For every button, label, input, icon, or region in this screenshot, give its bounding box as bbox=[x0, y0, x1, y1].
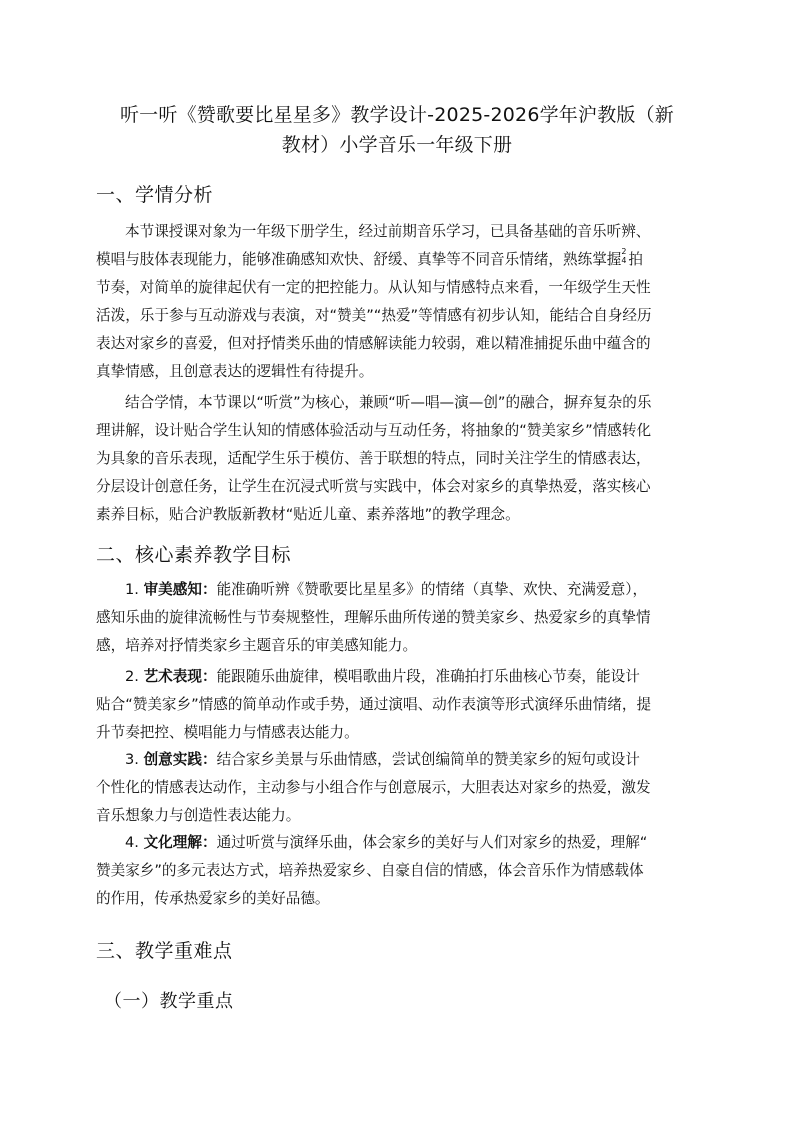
goal-number: 4. bbox=[125, 834, 139, 851]
goal-label: 文化理解： bbox=[143, 834, 217, 851]
goal-first-line bbox=[96, 829, 700, 857]
paragraph-line: 表达对家乡的喜爱，但对抒情类乐曲的情感解读能力较弱，难以精准捕捉乐曲中蕴含的 bbox=[96, 335, 651, 353]
goal-item-2 bbox=[96, 663, 700, 747]
goal-number: 2. bbox=[125, 668, 139, 685]
paragraph-learner-analysis-1 bbox=[96, 218, 700, 387]
goal-first-line bbox=[96, 746, 700, 774]
paragraph-line: 分层设计创意任务，让学生在沉浸式听赏与实践中，体会对家乡的真挚热爱，落实核心 bbox=[96, 478, 651, 496]
goal-line: 感知乐曲的旋律流畅性与节奏规整性，理解乐曲所传递的赞美家乡、热爱家乡的真挚情 bbox=[96, 609, 651, 627]
goal-line: 个性化的情感表达动作，主动参与小组合作与创意展示，大胆表达对家乡的热爱，激发 bbox=[96, 779, 651, 797]
meter-numerator: 2 bbox=[621, 247, 627, 257]
meter-fraction bbox=[621, 247, 628, 266]
goal-line: 感，培养对抒情类家乡主题音乐的审美感知能力。 bbox=[96, 637, 418, 655]
goal-item-3 bbox=[96, 746, 700, 830]
goal-first-line bbox=[96, 663, 700, 691]
subsection-heading-teaching-focus: （一）教学重点 bbox=[104, 991, 234, 1012]
goal-first-line bbox=[96, 576, 700, 604]
paragraph-line bbox=[96, 246, 700, 274]
goal-text: 通过听赏与演绎乐曲，体会家乡的美好与人们对家乡的热爱，理解“ bbox=[216, 834, 648, 851]
section-heading-learner-analysis: 一、学情分析 bbox=[96, 184, 214, 206]
paragraph-line: 节奏，对简单的旋律起伏有一定的把控能力。从认知与情感特点来看，一年级学生天性 bbox=[96, 279, 651, 297]
paragraph-line: 理讲解，设计贴合学生认知的情感体验活动与互动任务，将抽象的“赞美家乡”情感转化 bbox=[96, 422, 652, 440]
goal-line: 贴合“赞美家乡”情感的简单动作或手势，通过演唱、动作表演等形式演绎乐曲情绪，提 bbox=[96, 696, 652, 714]
goal-item-1 bbox=[96, 576, 700, 660]
meter-denominator: 4 bbox=[621, 256, 627, 266]
goal-line: 升节奏把控、模唱能力与情感表达能力。 bbox=[96, 724, 359, 742]
paragraph-line: 为具象的音乐表现，适配学生乐于模仿、善于联想的特点，同时关注学生的情感表达， bbox=[96, 450, 651, 468]
title-line-1: 听一听《赞歌要比星星多》教学设计-2025-2026学年沪教版（新 bbox=[119, 104, 675, 126]
goal-text: 结合家乡美景与乐曲情感，尝试创编简单的赞美家乡的短句或设计 bbox=[216, 751, 640, 768]
paragraph-line: 活泼，乐于参与互动游戏与表演，对“赞美”“热爱”等情感有初步认知，能结合自身经历 bbox=[96, 307, 652, 325]
paragraph-line: 结合学情，本节课以“听赏”为核心，兼顾“听—唱—演—创”的融合，摒弃复杂的乐 bbox=[125, 394, 652, 411]
goal-item-4 bbox=[96, 829, 700, 913]
section-heading-key-points: 三、教学重难点 bbox=[96, 940, 233, 962]
goal-label: 艺术表现： bbox=[143, 668, 217, 685]
goal-text: 能准确听辨《赞歌要比星星多》的情绪（真挚、欢快、充满爱意）， bbox=[216, 581, 648, 598]
paragraph-line: 真挚情感，且创意表达的逻辑性有待提升。 bbox=[96, 363, 374, 381]
goal-label: 创意实践： bbox=[143, 751, 217, 768]
paragraph-learner-analysis-2 bbox=[96, 389, 700, 529]
document-title bbox=[96, 100, 698, 160]
section-heading-core-goals: 二、核心素养教学目标 bbox=[96, 544, 292, 566]
paragraph-line: 素养目标，贴合沪教版新教材“贴近儿童、素养落地”的教学理念。 bbox=[96, 506, 520, 524]
goal-line: 的作用，传承热爱家乡的美好品德。 bbox=[96, 890, 330, 908]
goal-label: 审美感知： bbox=[143, 581, 217, 598]
goal-number: 3. bbox=[125, 751, 139, 768]
paragraph-line: 本节课授课对象为一年级下册学生，经过前期音乐学习，已具备基础的音乐听辨、 bbox=[125, 223, 651, 240]
goal-number: 1. bbox=[125, 581, 139, 598]
meter-suffix: 拍 bbox=[628, 251, 643, 269]
goal-text: 能跟随乐曲旋律，模唱歌曲片段，准确拍打乐曲核心节奏，能设计 bbox=[216, 668, 640, 685]
paragraph-line-text: 模唱与肢体表现能力，能够准确感知欢快、舒缓、真挚等不同音乐情绪，熟练掌握 bbox=[96, 251, 622, 269]
goal-line: 赞美家乡”的多元表达方式，培养热爱家乡、自豪自信的情感，体会音乐作为情感载体 bbox=[96, 862, 644, 880]
title-line-2: 教材）小学音乐一年级下册 bbox=[281, 134, 513, 156]
goal-line: 音乐想象力与创造性表达能力。 bbox=[96, 807, 301, 825]
